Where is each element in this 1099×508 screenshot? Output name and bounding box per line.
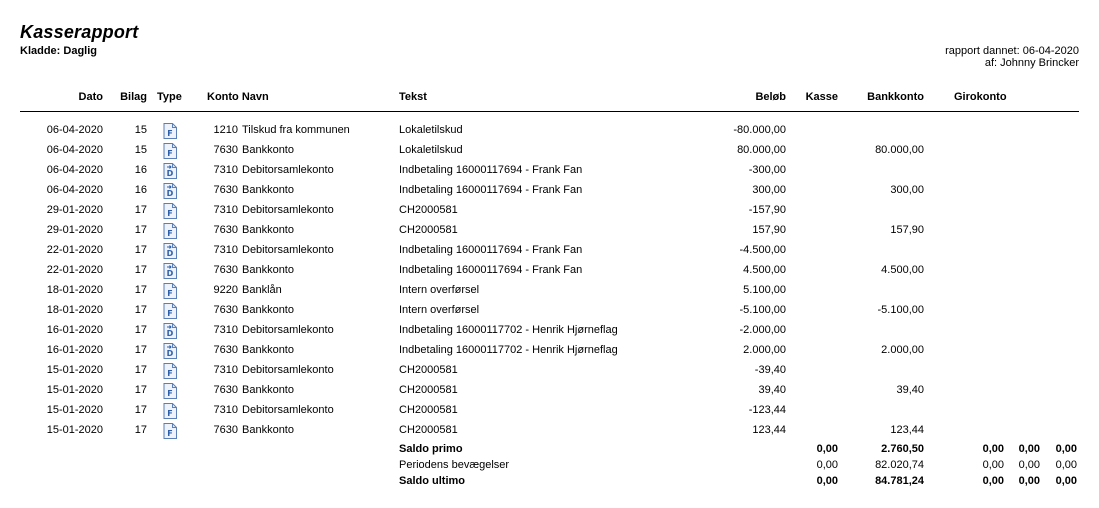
doc-d-icon[interactable] <box>163 263 177 279</box>
doc-f-icon[interactable] <box>163 403 177 419</box>
row-belob: -4.500,00 <box>739 244 786 256</box>
row-date: 22-01-2020 <box>46 264 103 276</box>
svg-text:F: F <box>167 369 173 378</box>
row-tekst: Indbetaling 16000117694 - Frank Fan <box>399 264 583 276</box>
doc-f-icon[interactable] <box>163 203 177 219</box>
table-row <box>0 221 1099 241</box>
svg-text:D: D <box>166 269 174 278</box>
row-bankkonto: -5.100,00 <box>877 304 924 316</box>
row-belob: -39,40 <box>754 364 786 376</box>
totals-bankkonto: 82.020,74 <box>875 459 924 471</box>
totals-col-3: 0,00 <box>1055 459 1077 471</box>
totals-bankkonto: 2.760,50 <box>881 443 924 455</box>
table-row <box>0 141 1099 161</box>
row-bilag: 17 <box>134 224 147 236</box>
totals-girokonto: 0,00 <box>982 443 1004 455</box>
row-tekst: CH2000581 <box>399 404 458 416</box>
row-belob: -2.000,00 <box>739 324 786 336</box>
row-bilag: 17 <box>134 344 147 356</box>
totals-kasse: 0,00 <box>816 475 838 487</box>
row-bilag: 17 <box>134 404 147 416</box>
row-bankkonto: 123,44 <box>890 424 924 436</box>
row-bankkonto: 39,40 <box>896 384 924 396</box>
row-navn: Bankkonto <box>242 264 294 276</box>
row-navn: Bankkonto <box>242 144 294 156</box>
doc-f-icon[interactable] <box>163 303 177 319</box>
row-date: 29-01-2020 <box>46 224 103 236</box>
report-author: af: Johnny Brincker <box>984 57 1079 69</box>
svg-text:D: D <box>166 329 174 338</box>
totals-label: Saldo ultimo <box>399 475 465 487</box>
doc-f-icon[interactable] <box>163 423 177 439</box>
row-date: 18-01-2020 <box>46 304 103 316</box>
doc-d-icon[interactable] <box>163 163 177 179</box>
svg-text:F: F <box>167 429 173 438</box>
row-navn: Bankkonto <box>242 424 294 436</box>
row-date: 16-01-2020 <box>46 344 103 356</box>
svg-text:F: F <box>167 129 173 138</box>
column-header-belob: Beløb <box>755 91 786 103</box>
svg-text:F: F <box>167 149 173 158</box>
table-row <box>0 381 1099 401</box>
doc-f-icon[interactable] <box>163 383 177 399</box>
row-bilag: 17 <box>134 244 147 256</box>
svg-text:F: F <box>167 389 173 398</box>
row-konto: 7630 <box>213 144 238 156</box>
row-navn: Bankkonto <box>242 344 294 356</box>
doc-d-icon[interactable] <box>163 343 177 359</box>
header-rule <box>20 111 1079 112</box>
totals-kasse: 0,00 <box>816 459 838 471</box>
table-row <box>0 241 1099 261</box>
row-date: 15-01-2020 <box>46 384 103 396</box>
totals-col-3: 0,00 <box>1055 475 1077 487</box>
row-bilag: 17 <box>134 264 147 276</box>
row-tekst: CH2000581 <box>399 424 458 436</box>
totals-kasse: 0,00 <box>816 443 838 455</box>
row-date: 15-01-2020 <box>46 364 103 376</box>
svg-text:D: D <box>166 249 174 258</box>
doc-d-icon[interactable] <box>163 323 177 339</box>
row-tekst: Indbetaling 16000117694 - Frank Fan <box>399 244 583 256</box>
totals-label: Periodens bevægelser <box>399 459 510 471</box>
totals-row <box>0 475 1099 491</box>
row-tekst: CH2000581 <box>399 384 458 396</box>
row-navn: Bankkonto <box>242 304 294 316</box>
svg-text:F: F <box>167 289 173 298</box>
row-bilag: 17 <box>134 324 147 336</box>
row-konto: 7310 <box>213 204 238 216</box>
row-konto: 7630 <box>213 224 238 236</box>
totals-row <box>0 459 1099 475</box>
row-belob: 300,00 <box>752 184 786 196</box>
doc-f-icon[interactable] <box>163 123 177 139</box>
svg-text:F: F <box>167 229 173 238</box>
column-header-type: Type <box>157 91 182 103</box>
row-konto: 7630 <box>213 304 238 316</box>
totals-col-2: 0,00 <box>1018 459 1040 471</box>
row-navn: Bankkonto <box>242 224 294 236</box>
row-navn: Debitorsamlekonto <box>242 404 334 416</box>
row-tekst: Indbetaling 16000117702 - Henrik Hjørneflag <box>399 324 618 336</box>
row-tekst: CH2000581 <box>399 204 458 216</box>
row-tekst: Indbetaling 16000117702 - Henrik Hjørneflag <box>399 344 618 356</box>
row-bankkonto: 300,00 <box>890 184 924 196</box>
table-row <box>0 361 1099 381</box>
row-belob: -80.000,00 <box>733 124 786 136</box>
table-row <box>0 281 1099 301</box>
row-belob: 39,40 <box>758 384 786 396</box>
doc-f-icon[interactable] <box>163 143 177 159</box>
table-row <box>0 301 1099 321</box>
doc-f-icon[interactable] <box>163 283 177 299</box>
svg-text:D: D <box>166 189 174 198</box>
row-bilag: 17 <box>134 284 147 296</box>
row-belob: 80.000,00 <box>737 144 786 156</box>
report-title: Kasserapport <box>20 22 139 42</box>
row-konto: 7630 <box>213 264 238 276</box>
row-bilag: 17 <box>134 364 147 376</box>
svg-text:F: F <box>167 309 173 318</box>
table-row <box>0 161 1099 181</box>
row-date: 06-04-2020 <box>46 184 103 196</box>
totals-section <box>0 443 1099 491</box>
table-row <box>0 121 1099 141</box>
row-navn: Bankkonto <box>242 384 294 396</box>
row-bilag: 17 <box>134 424 147 436</box>
row-belob: 157,90 <box>752 224 786 236</box>
row-konto: 9220 <box>213 284 238 296</box>
column-header-dato: Dato <box>78 91 103 103</box>
totals-girokonto: 0,00 <box>982 475 1004 487</box>
row-navn: Bankkonto <box>242 184 294 196</box>
row-konto: 7310 <box>213 364 238 376</box>
row-tekst: Indbetaling 16000117694 - Frank Fan <box>399 184 583 196</box>
row-tekst: Intern overførsel <box>399 284 480 296</box>
column-header-girokonto: Girokonto <box>954 91 1007 103</box>
row-navn: Debitorsamlekonto <box>242 164 334 176</box>
row-belob: -157,90 <box>748 204 786 216</box>
transactions-table <box>0 121 1099 441</box>
row-tekst: CH2000581 <box>399 364 458 376</box>
row-bilag: 16 <box>134 184 147 196</box>
row-navn: Banklån <box>242 284 282 296</box>
row-konto: 7630 <box>213 424 238 436</box>
row-date: 29-01-2020 <box>46 204 103 216</box>
row-belob: -5.100,00 <box>739 304 786 316</box>
doc-f-icon[interactable] <box>163 363 177 379</box>
doc-d-icon[interactable] <box>163 183 177 199</box>
row-navn: Tilskud fra kommunen <box>242 124 350 136</box>
table-row <box>0 261 1099 281</box>
row-bankkonto: 80.000,00 <box>875 144 924 156</box>
row-konto: 7310 <box>213 324 238 336</box>
column-header-konto-navn: Konto Navn <box>207 91 269 103</box>
totals-col-2: 0,00 <box>1018 443 1040 455</box>
row-bankkonto: 157,90 <box>890 224 924 236</box>
svg-text:D: D <box>166 349 174 358</box>
row-bilag: 17 <box>134 384 147 396</box>
row-bilag: 17 <box>134 204 147 216</box>
svg-text:D: D <box>166 169 174 178</box>
row-date: 16-01-2020 <box>46 324 103 336</box>
row-date: 06-04-2020 <box>46 124 103 136</box>
svg-text:F: F <box>167 409 173 418</box>
table-row <box>0 421 1099 441</box>
column-header-bilag: Bilag <box>120 91 147 103</box>
column-header-kasse: Kasse <box>805 91 838 103</box>
row-date: 18-01-2020 <box>46 284 103 296</box>
report-meta <box>945 45 1079 69</box>
row-konto: 7630 <box>213 384 238 396</box>
row-date: 22-01-2020 <box>46 244 103 256</box>
row-konto: 7630 <box>213 184 238 196</box>
row-konto: 7310 <box>213 404 238 416</box>
table-row <box>0 401 1099 421</box>
row-date: 15-01-2020 <box>46 424 103 436</box>
row-date: 06-04-2020 <box>46 144 103 156</box>
row-konto: 7310 <box>213 164 238 176</box>
report-subtitle: Kladde: Daglig <box>20 45 98 57</box>
row-konto: 1210 <box>213 124 238 136</box>
row-belob: 4.500,00 <box>743 264 786 276</box>
table-row <box>0 181 1099 201</box>
column-header-bankkonto: Bankkonto <box>867 91 924 103</box>
row-tekst: Lokaletilskud <box>399 124 463 136</box>
row-tekst: Intern overførsel <box>399 304 480 316</box>
row-bilag: 17 <box>134 304 147 316</box>
row-tekst: Lokaletilskud <box>399 144 463 156</box>
doc-f-icon[interactable] <box>163 223 177 239</box>
totals-col-2: 0,00 <box>1018 475 1040 487</box>
row-navn: Debitorsamlekonto <box>242 364 334 376</box>
column-header-tekst: Tekst <box>399 91 427 103</box>
row-tekst: Indbetaling 16000117694 - Frank Fan <box>399 164 583 176</box>
row-belob: 2.000,00 <box>743 344 786 356</box>
table-row <box>0 341 1099 361</box>
doc-d-icon[interactable] <box>163 243 177 259</box>
table-row <box>0 321 1099 341</box>
row-bilag: 15 <box>134 124 147 136</box>
row-konto: 7310 <box>213 244 238 256</box>
row-date: 06-04-2020 <box>46 164 103 176</box>
svg-text:F: F <box>167 209 173 218</box>
totals-girokonto: 0,00 <box>982 459 1004 471</box>
table-row <box>0 201 1099 221</box>
totals-row <box>0 443 1099 459</box>
row-date: 15-01-2020 <box>46 404 103 416</box>
row-belob: -123,44 <box>748 404 786 416</box>
row-belob: -300,00 <box>748 164 786 176</box>
totals-bankkonto: 84.781,24 <box>875 475 924 487</box>
totals-col-3: 0,00 <box>1055 443 1077 455</box>
row-bankkonto: 2.000,00 <box>881 344 924 356</box>
row-belob: 5.100,00 <box>743 284 786 296</box>
totals-label: Saldo primo <box>399 443 463 455</box>
row-tekst: CH2000581 <box>399 224 458 236</box>
row-navn: Debitorsamlekonto <box>242 204 334 216</box>
row-navn: Debitorsamlekonto <box>242 244 334 256</box>
row-bilag: 16 <box>134 164 147 176</box>
row-navn: Debitorsamlekonto <box>242 324 334 336</box>
row-bankkonto: 4.500,00 <box>881 264 924 276</box>
report-created: rapport dannet: 06-04-2020 <box>945 45 1079 57</box>
row-belob: 123,44 <box>752 424 786 436</box>
row-konto: 7630 <box>213 344 238 356</box>
row-bilag: 15 <box>134 144 147 156</box>
